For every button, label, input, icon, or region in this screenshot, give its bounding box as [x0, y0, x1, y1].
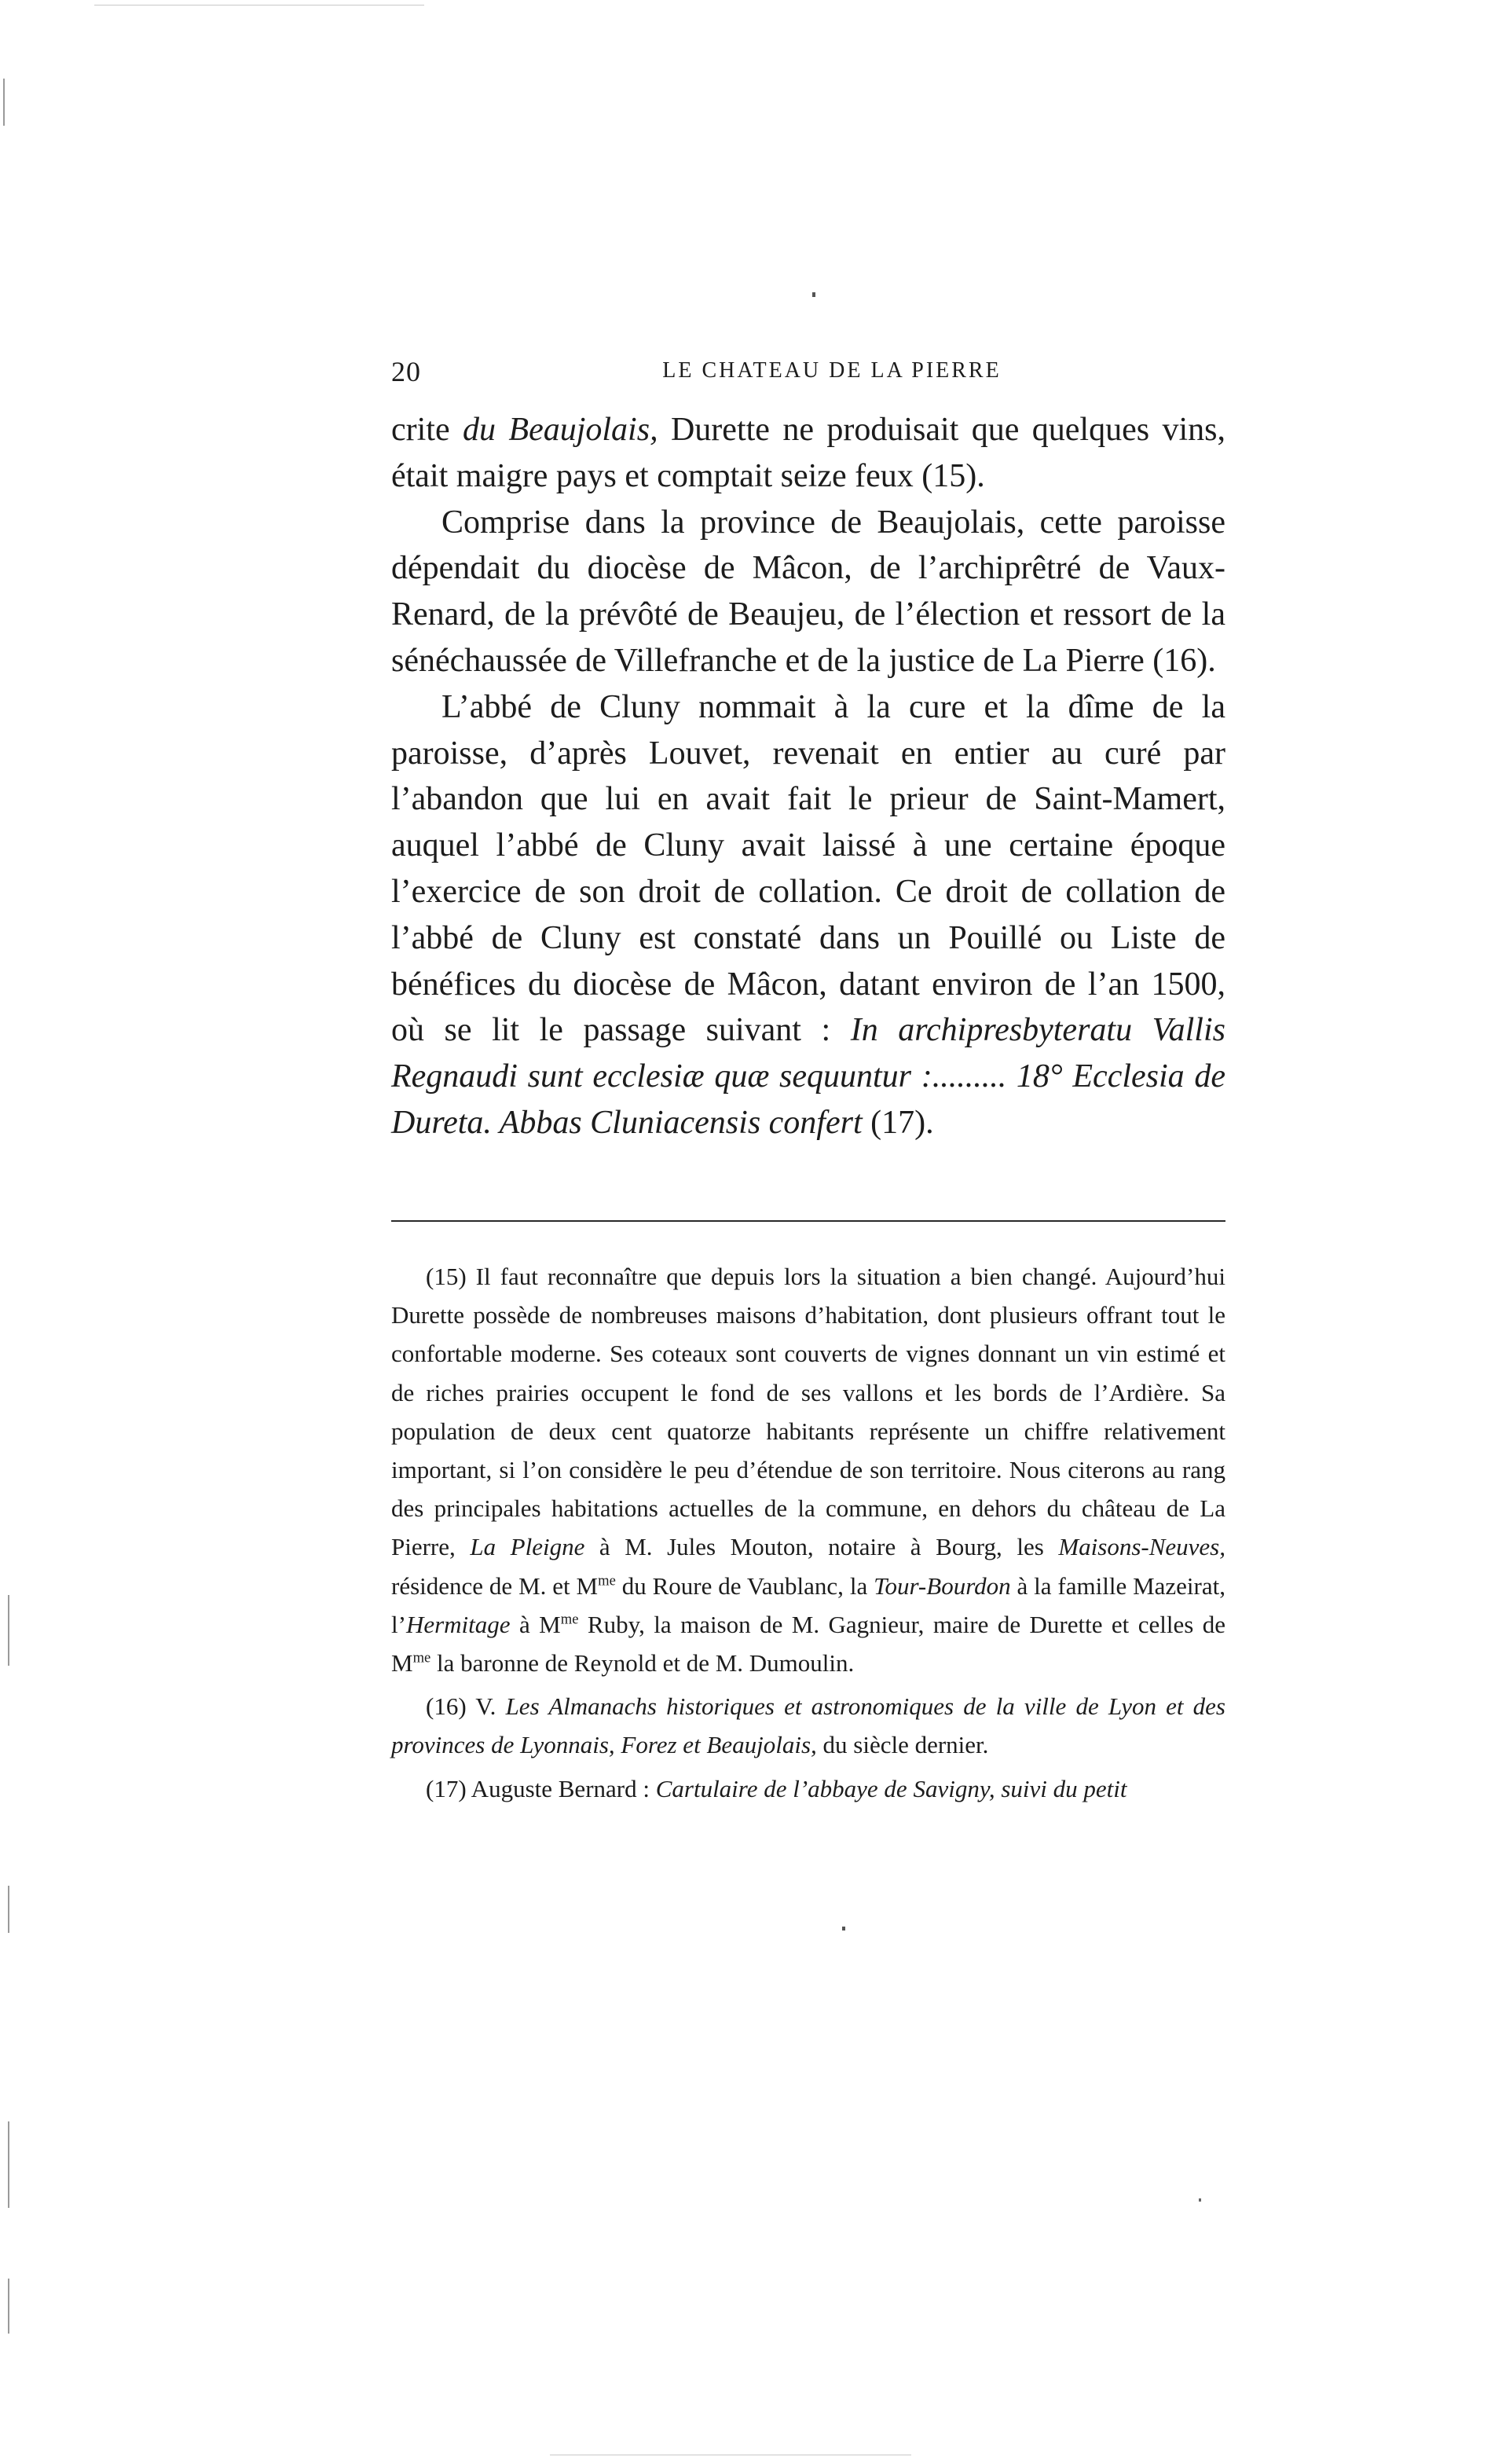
text-run: L’abbé de Cluny nommait à la cure et la dîme de la paroisse, d’après Louvet, revenait en entier au curé par l’abandon que lui en avait fait le prieur de Saint-Mamert, auquel l’abbé de Cluny avait laissé à une certaine époque l’exercice de son droit de collation. Ce droit de collation de l’abbé de Cluny est constaté dans un Pouillé ou Liste de bénéfices du diocèse de Mâcon, datant environ de l’an 1500, où se lit le passage suivant : — [391, 688, 1225, 1049]
superscript: me — [412, 1649, 431, 1666]
text-run: (15) Il faut reconnaître que depuis lors la situation a bien changé. Aujourd’hui Durette possède de nombreuses maisons d’habitation, dont plusieurs offrant tout le confortable moderne. Ses coteaux sont couverts de vignes donnant un vin estimé et de riches prairies occupent le fond de ses vallons et les bords de l’Ardière. Sa population de deux cent quatorze habitants représente un chiffre relativement important, si l’on considère le peu d’étendue de son territoire. Nous citerons au rang des principales habitations actuelles de la commune, en dehors du château de La Pierre, — [391, 1263, 1225, 1561]
text-run: (17) Auguste Bernard : — [426, 1774, 656, 1802]
scan-edge-mark — [3, 79, 5, 126]
footnote-16 — [391, 1687, 1225, 1764]
italic-run: La Pleigne — [470, 1533, 585, 1561]
ink-dot — [1199, 2198, 1201, 2202]
running-title: LE CHATEAU DE LA PIERRE — [662, 358, 1002, 383]
paragraph-2: Comprise dans la province de Beaujolais, cette paroisse dépendait du diocèse de Mâcon, de l’archiprêtré de Vaux-Renard, de la prévôté de Beaujeu, de l’élection et ressort de la sénéchaussée de Villefranche et de la justice de La Pierre (16). — [391, 504, 1225, 679]
footnote-17 — [391, 1769, 1225, 1808]
page-number: 20 — [391, 356, 421, 387]
footnote-15 — [391, 1257, 1225, 1682]
text-run: la baronne de Reynold et de M. Dumoulin. — [430, 1649, 855, 1678]
scan-top-mark — [94, 5, 424, 6]
paragraph-3 — [391, 684, 1225, 1146]
text-run: à M. Jules Mouton, notaire à Bourg, les — [584, 1533, 1059, 1561]
text-run: crite — [391, 412, 463, 448]
scan-edge-mark — [8, 2121, 9, 2208]
text-run: Ruby, la maison de M. Gagnieur, maire de Durette et celles de M — [391, 1610, 1225, 1678]
superscript: me — [598, 1572, 616, 1590]
text-run: à M — [510, 1610, 561, 1638]
italic-run: Tour-Bourdon — [874, 1571, 1011, 1600]
ink-dot — [842, 1927, 845, 1930]
footnotes — [391, 1257, 1225, 1813]
italic-run: Cartulaire de l’abbaye de Savigny, suivi du petit — [655, 1774, 1127, 1802]
scan-edge-mark — [8, 1886, 9, 1933]
latin-quotation: In archipresbyteratu Vallis Regnaudi sunt ecclesiæ quæ sequuntur :......... 18° Ecclesia de Dureta. Abbas Cluniacensis confert — [391, 1012, 1225, 1141]
superscript: me — [560, 1611, 579, 1628]
scan-edge-mark — [8, 1595, 9, 1666]
text-run: du siècle dernier. — [816, 1731, 989, 1759]
paragraph-1 — [391, 407, 1225, 500]
italic-run: Les Almanachs historiques et astronomiques de la ville de Lyon et des provinces de Lyonnais, Forez et Beaujolais, — [391, 1692, 1225, 1759]
ink-dot — [812, 292, 815, 297]
italic-run: Hermitage — [405, 1610, 511, 1638]
text-run: du Roure de Vaublanc, la — [615, 1571, 874, 1600]
main-text — [391, 407, 1225, 1146]
italic-run: Maisons-Neuves, — [1058, 1533, 1225, 1561]
scan-edge-mark — [8, 2279, 9, 2334]
text-run: (16) V. — [426, 1692, 506, 1721]
text-run: à la famille Mazeirat, l’ — [391, 1571, 1225, 1638]
text-run: (17). — [862, 1104, 934, 1141]
text-run: Durette ne produisait que quelques vins, était maigre pays et comptait seize feux (15). — [391, 412, 1226, 494]
italic-run: du Beaujolais, — [463, 412, 658, 448]
footnote-divider — [391, 1220, 1225, 1222]
text-run: résidence de M. et M — [391, 1571, 599, 1600]
page-header — [391, 355, 1225, 394]
